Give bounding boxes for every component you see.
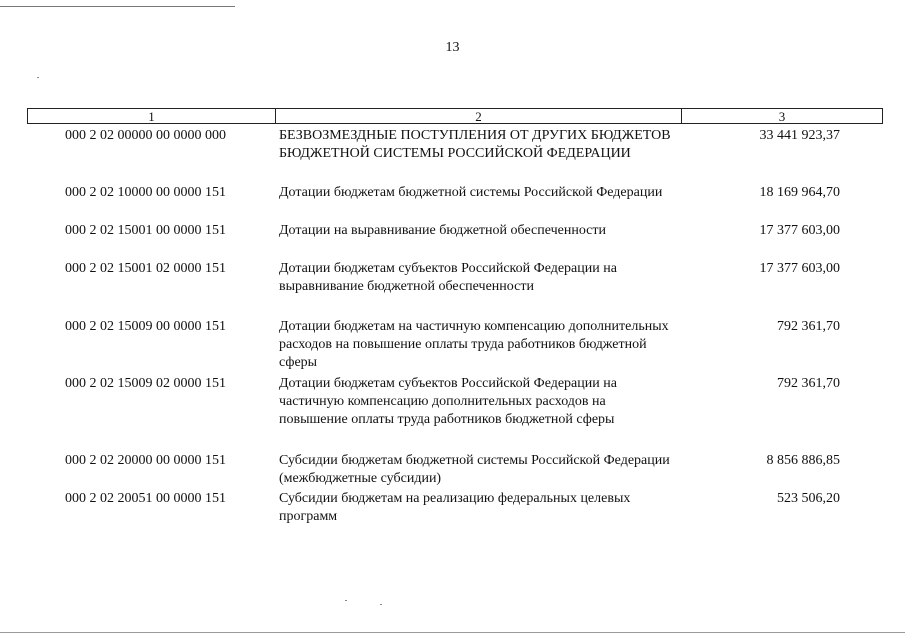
column-header-1: 1 — [28, 109, 276, 123]
page-number: 13 — [445, 40, 460, 55]
budget-code: 000 2 02 20000 00 0000 151 — [65, 453, 226, 468]
scan-artifact-top-line — [0, 6, 235, 7]
budget-code: 000 2 02 15009 00 0000 151 — [65, 319, 226, 334]
table-header-row — [27, 108, 883, 124]
amount: 523 506,20 — [777, 491, 840, 506]
income-name: Субсидии бюджетам бюджетной системы Российской Федерации (межбюджетные субсидии) — [279, 453, 670, 486]
amount: 18 169 964,70 — [759, 185, 840, 200]
income-name: Дотации бюджетам субъектов Российской Федерации на частичную компенсацию дополнительных расходов на повышение оплаты труда работников бюджетной сферы — [279, 376, 617, 427]
scan-artifact-dot — [380, 604, 382, 605]
amount: 33 441 923,37 — [759, 128, 840, 143]
scan-artifact-dot — [345, 600, 347, 601]
budget-code: 000 2 02 15001 02 0000 151 — [65, 261, 226, 276]
amount: 792 361,70 — [777, 376, 840, 391]
income-name: Дотации бюджетам на частичную компенсацию дополнительных расходов на повышение оплаты труда работников бюджетной сферы — [279, 319, 669, 370]
amount: 17 377 603,00 — [759, 223, 840, 238]
income-name: Дотации на выравнивание бюджетной обеспеченности — [279, 223, 606, 238]
income-name: Дотации бюджетам бюджетной системы Российской Федерации — [279, 185, 663, 200]
income-name: Дотации бюджетам субъектов Российской Федерации на выравнивание бюджетной обеспеченности — [279, 261, 617, 294]
column-header-2: 2 — [276, 109, 682, 123]
amount: 17 377 603,00 — [759, 261, 840, 276]
income-name: Субсидии бюджетам на реализацию федеральных целевых программ — [279, 491, 631, 524]
scan-artifact-bottom-line — [0, 632, 905, 633]
budget-code: 000 2 02 10000 00 0000 151 — [65, 185, 226, 200]
budget-code: 000 2 02 20051 00 0000 151 — [65, 491, 226, 506]
budget-code: 000 2 02 15001 00 0000 151 — [65, 223, 226, 238]
budget-code: 000 2 02 00000 00 0000 000 — [65, 128, 226, 143]
column-header-3: 3 — [778, 109, 786, 124]
amount: 792 361,70 — [777, 319, 840, 334]
scan-artifact-dot — [37, 77, 39, 78]
income-name: БЕЗВОЗМЕЗДНЫЕ ПОСТУПЛЕНИЯ ОТ ДРУГИХ БЮДЖЕТОВ БЮДЖЕТНОЙ СИСТЕМЫ РОССИЙСКОЙ ФЕДЕРАЦИИ — [279, 128, 671, 161]
amount: 8 856 886,85 — [766, 453, 840, 468]
budget-code: 000 2 02 15009 02 0000 151 — [65, 376, 226, 391]
